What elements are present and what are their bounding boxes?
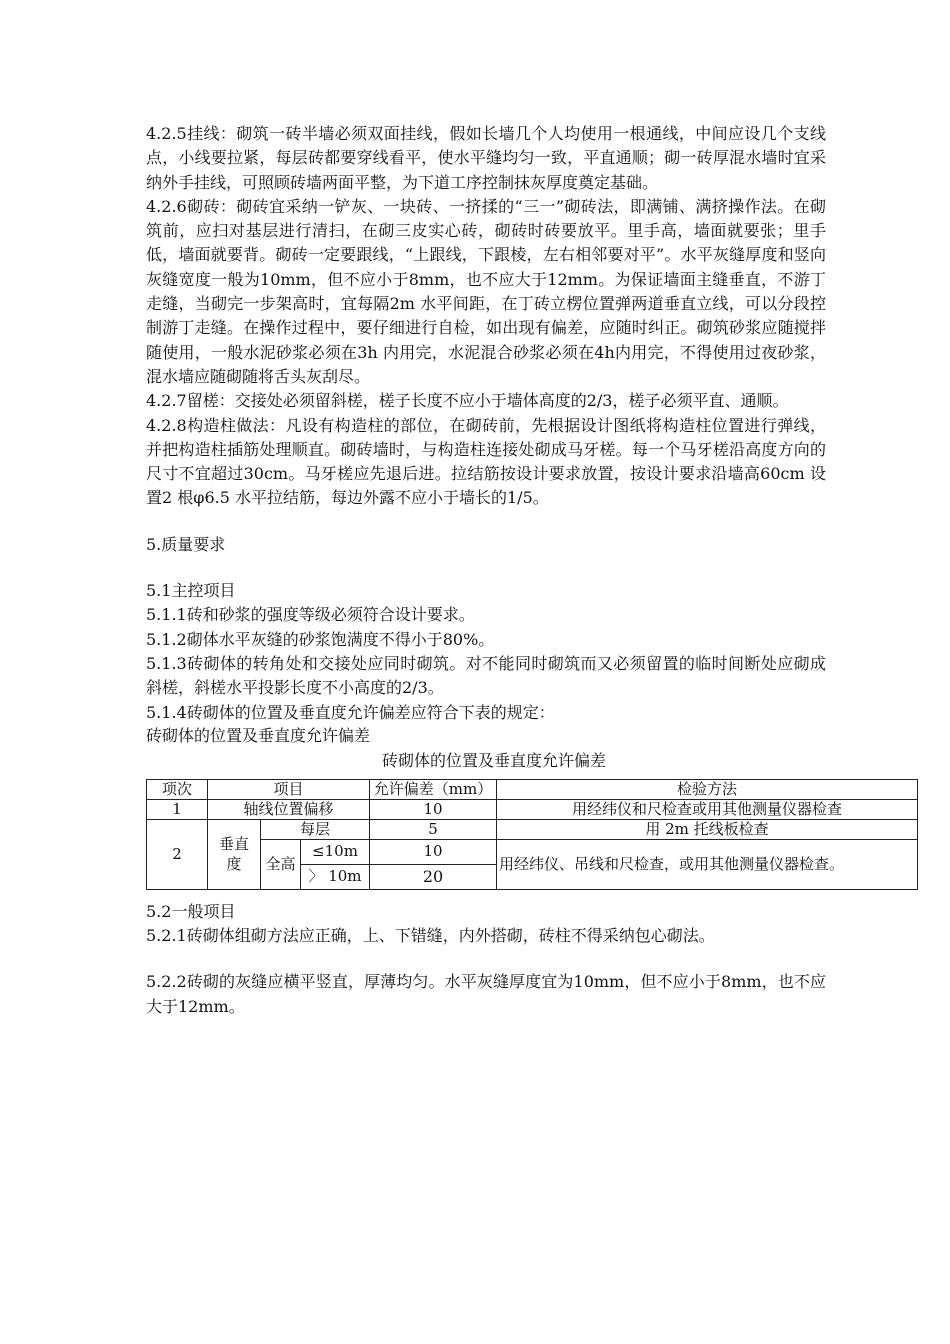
- document-page: [146, 122, 845, 1019]
- item-5-1-1: 5.1.1砖和砂浆的强度等级必须符合设计要求。: [146, 605, 475, 625]
- item-5-2-1: 5.2.1砖砌体组砌方法应正确，上、下错缝，内外搭砌，砖柱不得采纳包心砌法。: [146, 926, 715, 946]
- item-5-1: 5.1主控项目: [146, 581, 236, 601]
- table-row: [147, 819, 918, 839]
- row1-no: 1: [147, 799, 208, 819]
- row2-sub1: 每层: [261, 819, 370, 839]
- table-caption-center: 砖砌体的位置及垂直度允许偏差: [381, 750, 606, 770]
- row2-sub1-method: 用 2m 托线板检查: [497, 819, 918, 839]
- row2-sub1-value: 5: [370, 819, 497, 839]
- paragraph-4-2-5: 4.2.5挂线：砌筑一砖半墙必须双面挂线，假如长墙几个人均使用一根通线，中间应设几个支线点，小线要拉紧，每层砖都要穿线看平，使水平缝均匀一致，平直通顺；砌一砖厚混水墙时宜采纳外手挂线，可照顾砖墙两面平整，为下道工序控制抹灰厚度奠定基础。: [146, 124, 826, 192]
- table-header-row: [147, 779, 918, 799]
- row2-sub2b: 〉 10m: [301, 864, 370, 889]
- row2-sub2a: ≤10m: [301, 839, 370, 864]
- row2-item: 垂直度: [208, 819, 261, 889]
- item-5-1-3: 5.1.3砖砌体的转角处和交接处应同时砌筑。对不能同时砌筑而又必须留置的临时间断处应砌成斜槎，斜槎水平投影长度不小高度的2/3。: [146, 653, 826, 698]
- section-5-title: 5.质量要求: [146, 534, 226, 554]
- item-5-2-2: 5.2.2砖砌的灰缝应横平竖直，厚薄均匀。水平灰缝厚度宜为10mm，但不应小于8mm，也不应大于12mm。: [146, 972, 826, 1016]
- item-5-2: 5.2一般项目: [146, 901, 236, 921]
- header-no: 项次: [147, 779, 208, 799]
- header-method: 检验方法: [497, 779, 918, 799]
- row2-no: 2: [147, 819, 208, 889]
- row2-sub2a-value: 10: [370, 839, 497, 864]
- table-row: [147, 839, 918, 864]
- row2-sub2: 全高: [261, 839, 301, 889]
- row1-item: 轴线位置偏移: [208, 799, 370, 819]
- row2-sub2-method: 用经纬仪、吊线和尺检查，或用其他测量仪器检查。: [497, 839, 918, 889]
- row2-sub2b-value: 20: [370, 864, 497, 889]
- paragraph-4-2-6: 4.2.6砌砖：砌砖宜采纳一铲灰、一块砖、一挤揉的“三一”砌砖法，即满铺、满挤操作法。在砌筑前，应扫对基层进行清扫，在砌三皮实心砖，砌砖时砖要放平。里手高，墙面就要张；里手低，墙面就要背。砌砖一定要跟线，“上跟线，下跟棱，左右相邻要对平”。水平灰缝厚度和竖向灰缝宽度一般为10mm，但不应小于8mm，也不应大于12mm。为保证墙面主缝垂直，不游丁走缝，当砌完一步架高时，宜每隔2m 水平间距，在丁砖立楞位置弹两道垂直立线，可以分段控制游丁走缝。在操作过程中，要仔细进行自检，如出现有偏差，应随时纠正。砌筑砂浆应随搅拌随使用，一般水泥砂浆必须在3h 内用完，水泥混合砂浆必须在4h内用完，不得使用过夜砂浆，混水墙应随砌随将舌头灰刮尽。: [146, 196, 826, 386]
- table-row: [147, 799, 918, 819]
- paragraph-4-2-7: 4.2.7留槎：交接处必须留斜槎，槎子长度不应小于墙体高度的2/3，槎子必须平直、通顺。: [146, 391, 789, 411]
- deviation-table: [146, 779, 918, 890]
- header-deviation: 允许偏差（mm）: [370, 779, 497, 799]
- header-item: 项目: [208, 779, 370, 799]
- item-5-1-4: 5.1.4砖砌体的位置及垂直度允许偏差应符合下表的规定：: [146, 702, 555, 722]
- paragraph-4-2-8: 4.2.8构造柱做法：凡设有构造柱的部位，在砌砖前，先根据设计图纸将构造柱位置进行弹线，并把构造柱插筋处理顺直。砌砖墙时，与构造柱连接处砌成马牙槎。每一个马牙槎沿高度方向的尺寸不宜超过30cm。马牙槎应先退后进。拉结筋按设计要求放置，按设计要求沿墙高60cm 设置2 根φ6.5 水平拉结筋，每边外露不应小于墙长的1/5。: [146, 415, 826, 508]
- table-caption-left: 砖砌体的位置及垂直度允许偏差: [146, 725, 371, 745]
- row1-method: 用经纬仪和尺检查或用其他测量仪器检查: [497, 799, 918, 819]
- item-5-1-2: 5.1.2砌体水平灰缝的砂浆饱满度不得小于80%。: [146, 629, 495, 649]
- row1-value: 10: [370, 799, 497, 819]
